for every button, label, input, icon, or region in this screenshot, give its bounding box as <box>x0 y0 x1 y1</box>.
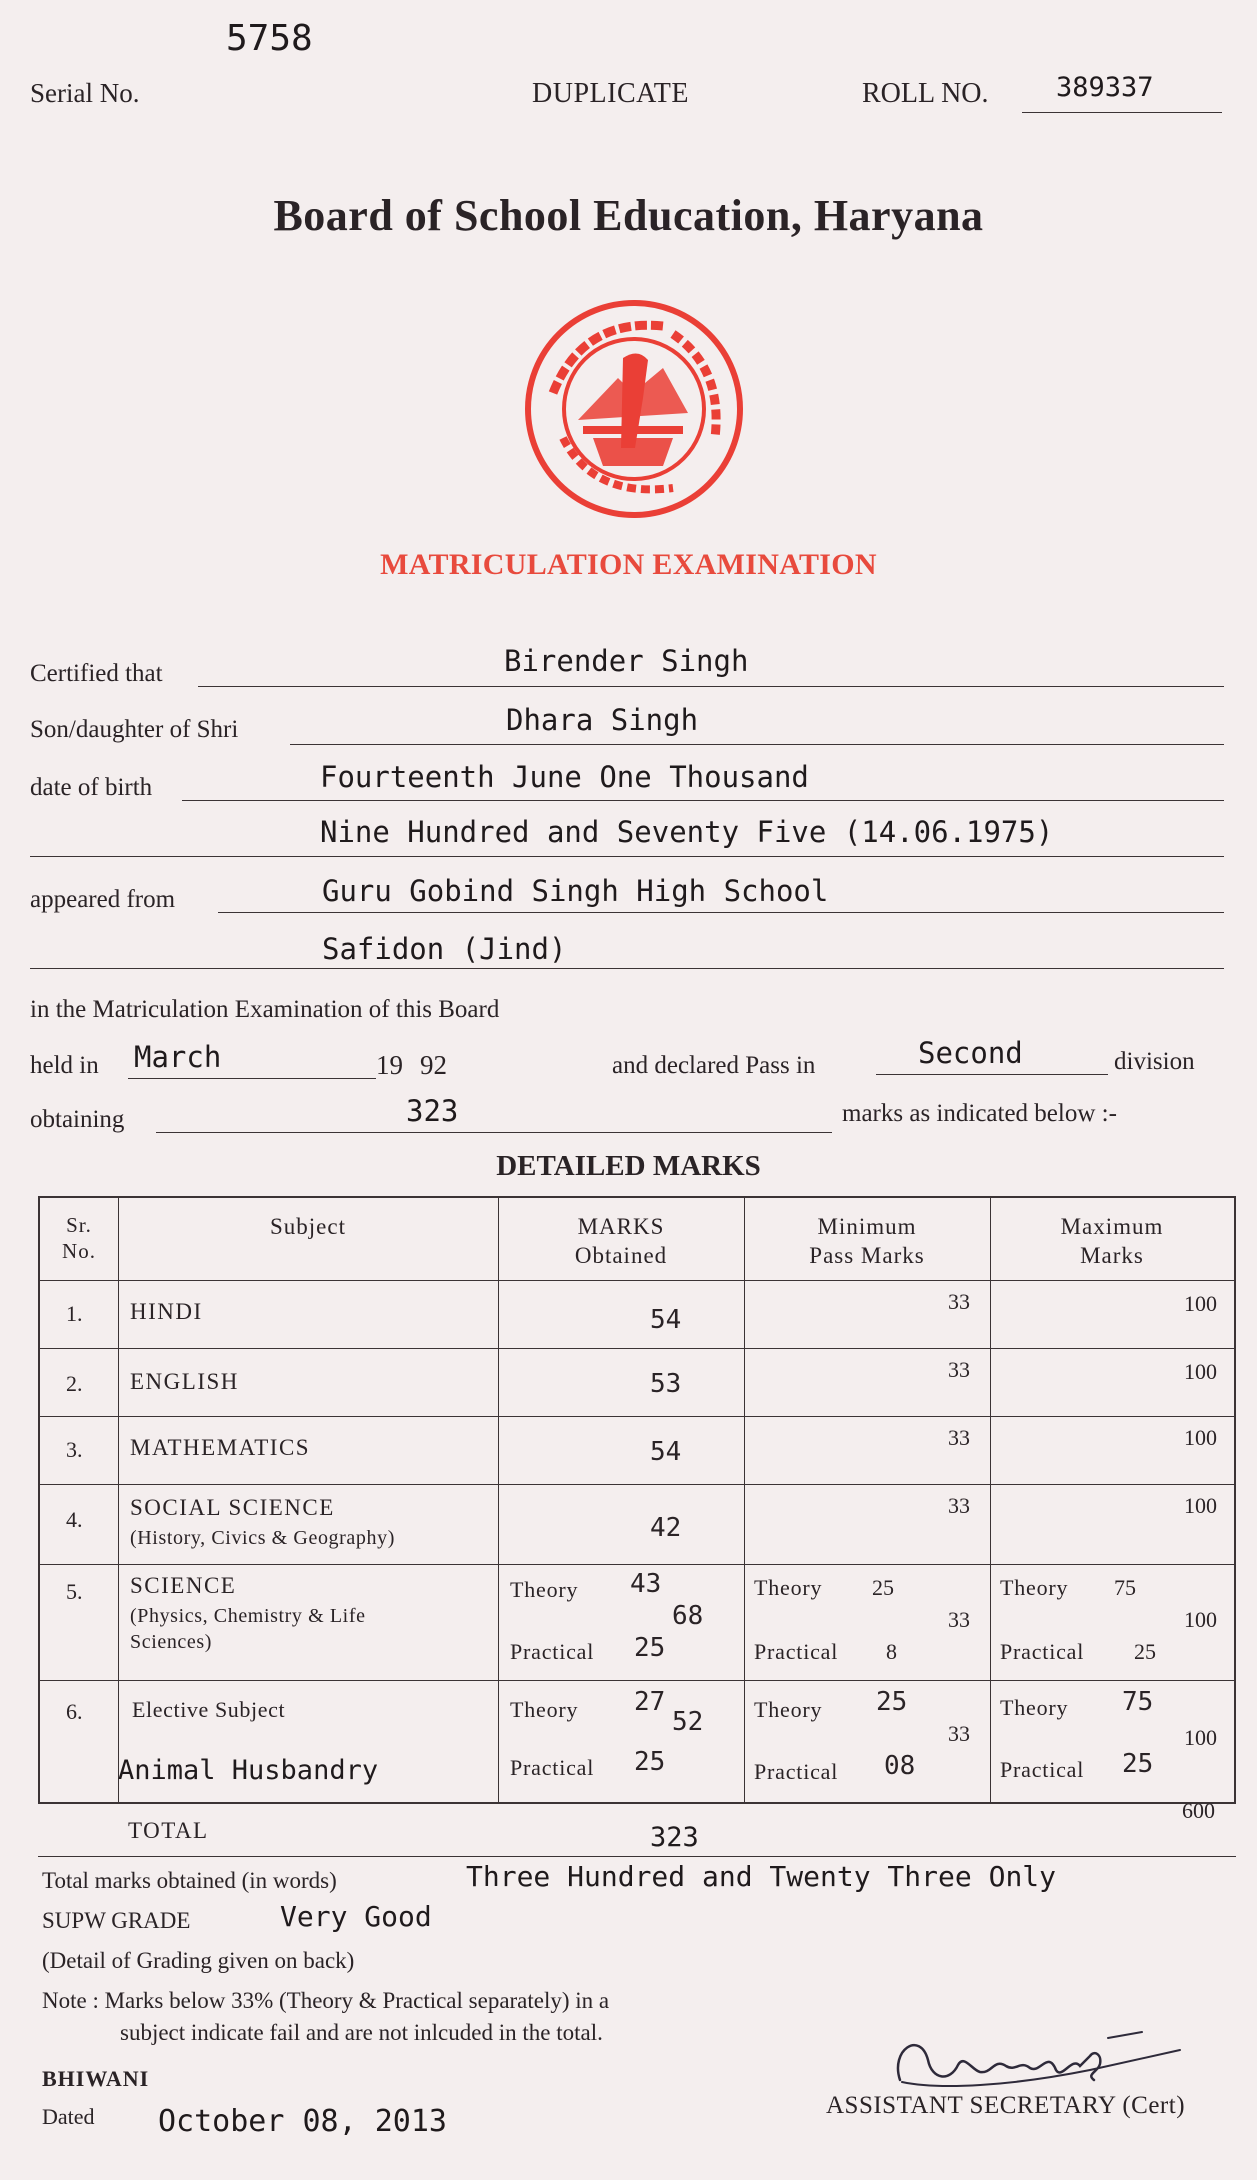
total-max: 600 <box>1182 1798 1215 1823</box>
place: BHIWANI <box>42 2066 150 2091</box>
obtained-theory: 43 <box>630 1569 662 1599</box>
dated-value: October 08, 2013 <box>158 2104 447 2139</box>
certified-label: Certified that <box>30 660 163 687</box>
serial-number: 5758 <box>226 18 313 59</box>
duplicate-label: DUPLICATE <box>532 78 689 109</box>
words-label: Total marks obtained (in words) <box>42 1868 337 1893</box>
marks-obtained: 52 <box>672 1707 704 1737</box>
min-practical: 08 <box>884 1751 916 1781</box>
obtained-practical: 25 <box>634 1747 666 1777</box>
header-subject: Subject <box>270 1214 346 1239</box>
obtained-practical: 25 <box>634 1633 666 1663</box>
subject-note: (History, Civics & Geography) <box>130 1527 395 1549</box>
min-pass: 33 <box>948 1493 970 1518</box>
held-label: held in <box>30 1052 99 1079</box>
marks-obtained: 54 <box>650 1437 682 1467</box>
division-value: Second <box>918 1036 1023 1070</box>
min-pass: 33 <box>948 1425 970 1450</box>
candidate-name: Birender Singh <box>504 644 749 678</box>
serial-label: Serial No. <box>30 78 140 108</box>
dob-line-2: Nine Hundred and Seventy Five (14.06.1975) <box>320 815 1054 849</box>
table-row: 6. Elective Subject Animal Husbandry Theory 27 52 Practical 25 Theory 25 33 Practical 08 Theory 75 100 Practical 25 <box>40 1680 1234 1802</box>
subject-name: HINDI <box>130 1299 203 1324</box>
subject-name: ENGLISH <box>130 1369 239 1394</box>
header-marks-obtained: MARKS Obtained <box>574 1214 668 1268</box>
min-pass: 33 <box>948 1289 970 1314</box>
table-row: 5. SCIENCE (Physics, Chemistry & Life Sciences) Theory 43 68 Practical 25 Theory 25 33 Practical 8 Theory 75 100 Practical 25 <box>40 1564 1234 1680</box>
supw-label: SUPW GRADE <box>42 1908 191 1933</box>
subject-name: SOCIAL SCIENCE <box>130 1495 335 1520</box>
max-practical: 25 <box>1122 1749 1154 1779</box>
parent-name: Dhara Singh <box>506 703 699 737</box>
marks-indicated-label: marks as indicated below :- <box>842 1100 1117 1127</box>
table-header-row <box>40 1198 1234 1280</box>
min-practical: 8 <box>886 1639 897 1664</box>
table-row: 1. HINDI 54 33 100 <box>40 1280 1234 1348</box>
max-marks: 100 <box>1184 1493 1217 1518</box>
dob-line-1: Fourteenth June One Thousand <box>320 760 809 794</box>
parent-label: Son/daughter of Shri <box>30 716 239 743</box>
roll-underline <box>1022 112 1222 113</box>
max-practical: 25 <box>1134 1639 1156 1664</box>
marks-obtained: 68 <box>672 1601 704 1631</box>
min-pass: 33 <box>948 1607 970 1632</box>
obtained-theory: 27 <box>634 1687 666 1717</box>
min-pass: 33 <box>948 1721 970 1746</box>
table-row: 4. SOCIAL SCIENCE (History, Civics & Geography) 42 33 100 <box>40 1484 1234 1564</box>
min-pass: 33 <box>948 1357 970 1382</box>
division-label: division <box>1114 1048 1195 1075</box>
marks-obtained: 54 <box>650 1305 682 1335</box>
declared-label: and declared Pass in <box>612 1052 816 1079</box>
elective-name: Animal Husbandry <box>118 1755 379 1786</box>
detailed-marks-title: DETAILED MARKS <box>496 1150 761 1182</box>
marks-obtained: 42 <box>650 1513 682 1543</box>
table-row: 2. ENGLISH 53 33 100 <box>40 1348 1234 1416</box>
year-suffix: 92 <box>420 1050 447 1080</box>
header-maximum: Maximum Marks <box>1060 1214 1164 1268</box>
marks-table <box>38 1196 1236 1804</box>
max-marks: 100 <box>1184 1425 1217 1450</box>
board-title: Board of School Education, Haryana <box>273 191 984 240</box>
header-minimum-pass: Minimum Pass Marks <box>809 1214 925 1268</box>
subject-name: MATHEMATICS <box>130 1435 311 1460</box>
grading-note: (Detail of Grading given on back) <box>42 1948 355 1973</box>
max-marks: 100 <box>1184 1291 1217 1316</box>
max-marks: 100 <box>1184 1607 1217 1632</box>
appeared-label: appeared from <box>30 886 176 913</box>
signatory: ASSISTANT SECRETARY (Cert) <box>826 2092 1186 2119</box>
obtaining-label: obtaining <box>30 1106 125 1133</box>
subject-note: (Physics, Chemistry & Life <box>130 1605 366 1627</box>
max-marks: 100 <box>1184 1725 1217 1750</box>
held-month: March <box>134 1040 222 1074</box>
marks-obtained: 53 <box>650 1369 682 1399</box>
words-value: Three Hundred and Twenty Three Only <box>466 1860 1057 1893</box>
min-theory: 25 <box>876 1687 908 1717</box>
note-line-1: Note : Marks below 33% (Theory & Practical separately) in a <box>42 1988 610 2013</box>
min-theory: 25 <box>872 1575 894 1600</box>
max-marks: 100 <box>1184 1359 1217 1384</box>
subject-name: Elective Subject <box>132 1697 286 1722</box>
exam-line: in the Matriculation Examination of this Board <box>30 996 500 1023</box>
school-line-2: Safidon (Jind) <box>322 932 567 966</box>
exam-title: MATRICULATION EXAMINATION <box>380 548 877 581</box>
header-sr: Sr. No. <box>62 1213 96 1263</box>
marks-total: 323 <box>406 1094 459 1128</box>
total-label: TOTAL <box>128 1818 209 1843</box>
supw-value: Very Good <box>280 1900 432 1933</box>
subject-note: Sciences) <box>130 1631 213 1653</box>
roll-number: 389337 <box>1056 72 1154 103</box>
year-prefix: 19 <box>376 1050 403 1080</box>
subject-name: SCIENCE <box>130 1573 237 1598</box>
board-seal-icon <box>523 298 745 520</box>
note-line-2: subject indicate fail and are not inlcuded in the total. <box>120 2020 603 2045</box>
dob-label: date of birth <box>30 774 153 801</box>
school-line-1: Guru Gobind Singh High School <box>322 874 829 908</box>
dated-label: Dated <box>42 2104 95 2129</box>
max-theory: 75 <box>1122 1687 1154 1717</box>
table-row: 3. MATHEMATICS 54 33 100 <box>40 1416 1234 1484</box>
total-obtained: 323 <box>650 1822 699 1853</box>
max-theory: 75 <box>1114 1575 1136 1600</box>
roll-label: ROLL NO. <box>862 78 989 109</box>
